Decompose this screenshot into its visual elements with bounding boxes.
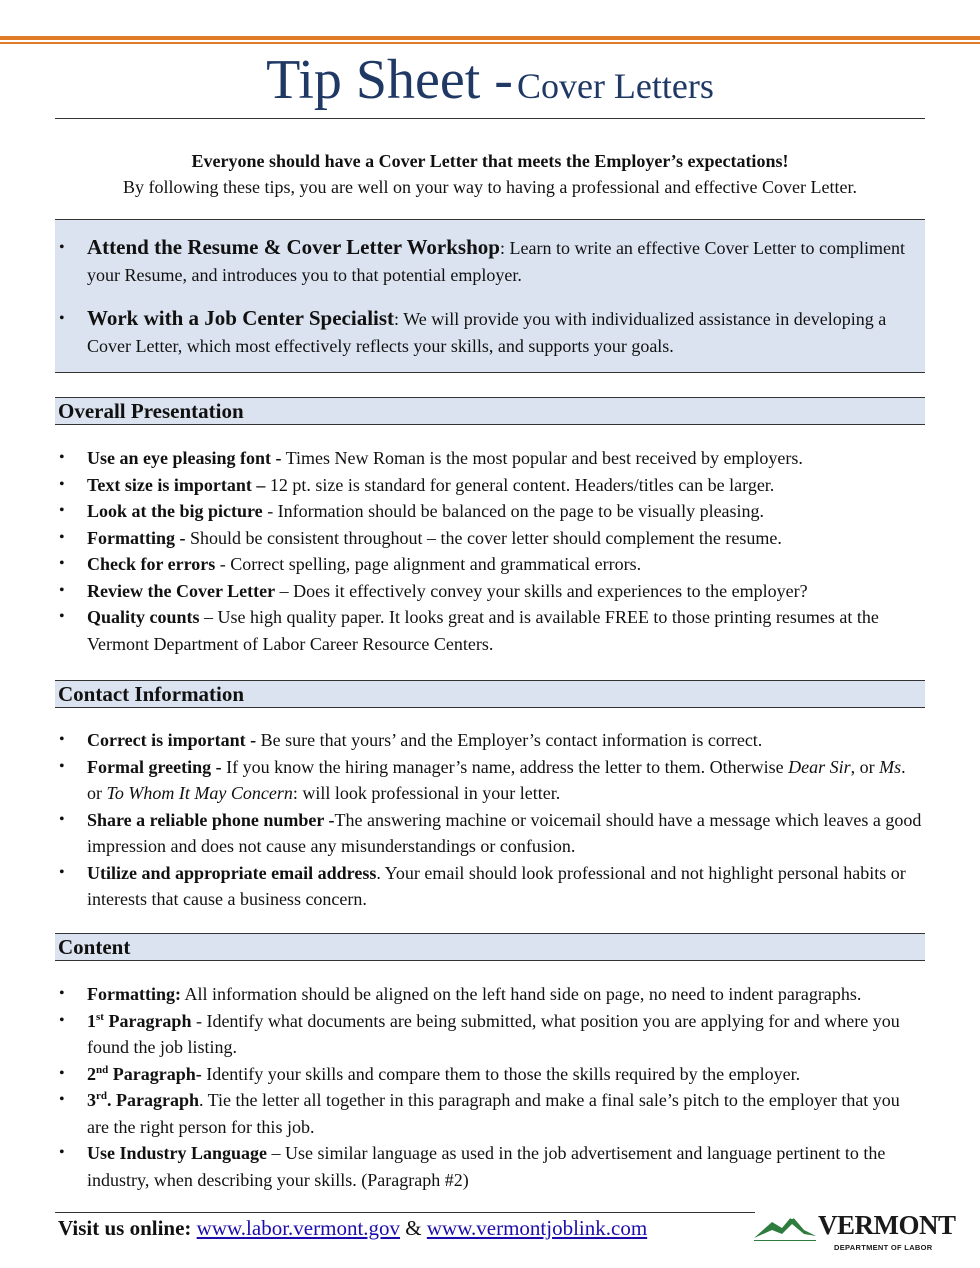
bullet-icon: • — [59, 863, 65, 881]
item-lead: . Paragraph — [107, 1090, 199, 1110]
title-main: Tip Sheet - — [266, 49, 513, 111]
footer-label: Visit us online: — [58, 1216, 192, 1240]
item-text: Be sure that yours’ and the Employer’s contact information is correct. — [256, 730, 763, 750]
callout-item-specialist — [59, 305, 907, 360]
bullet-icon: • — [59, 608, 65, 625]
list-item — [55, 981, 925, 1008]
intro-headline: Everyone should have a Cover Letter that meets the Employer’s expectations! — [191, 151, 789, 171]
item-sup: nd — [96, 1063, 109, 1076]
item-lead: Paragraph — [103, 1010, 192, 1031]
footer-amp: & — [405, 1216, 422, 1240]
logo-base-line — [754, 1240, 816, 1241]
callout-lead: Work with a Job Center Specialist — [87, 306, 395, 330]
bullet-icon: • — [59, 475, 65, 493]
logo-wordmark: VERMONT — [818, 1210, 956, 1240]
callout-text: Learn to write an effective Cover Letter to compliment your Resume, and introduces you to that potential employer. — [87, 238, 905, 285]
bullet-icon: • — [59, 1091, 65, 1108]
item-text: The answering machine or voicemail should have a message which leaves a good impression and does not cause any misunderstandings or confusion. — [87, 809, 922, 856]
bullet-icon: • — [59, 239, 65, 256]
item-lead: Utilize and appropriate email address — [87, 862, 377, 883]
list-item — [55, 604, 925, 657]
item-text: Should be consistent throughout – the cover letter should complement the resume. — [185, 527, 782, 548]
joblink-site-link[interactable]: www.vermontjoblink.com — [426, 1216, 648, 1240]
item-lead: Formal greeting - — [87, 756, 222, 777]
list-item — [55, 754, 925, 807]
callout-lead: Attend the Resume & Cover Letter Workshop — [87, 235, 500, 259]
bullet-icon: • — [59, 1064, 65, 1082]
intro — [0, 148, 980, 200]
item-sup: rd — [96, 1090, 107, 1102]
list-item — [55, 860, 925, 913]
list-item — [55, 472, 925, 499]
callout-text: We will provide you with individualized assistance in developing a Cover Letter, which most effectively reflects your skills, and supports your goals. — [87, 309, 887, 356]
bullet-icon: • — [59, 985, 65, 1002]
content-list — [55, 981, 925, 1193]
item-text: If you know the hiring manager’s name, address the letter to them. Otherwise — [221, 756, 789, 777]
bullet-icon: • — [59, 555, 65, 572]
item-text: Times New Roman is the most popular and best received by employers. — [281, 448, 803, 468]
bullet-icon: • — [59, 1011, 65, 1029]
item-text: Identify your skills and compare them to those the skills required by the employer. — [201, 1063, 801, 1084]
list-item — [55, 1087, 925, 1140]
contact-list — [55, 727, 925, 913]
section-heading-content: Content — [55, 933, 925, 961]
item-text: - Correct spelling, page alignment and grammatical errors. — [215, 554, 642, 574]
item-text: - Identify what documents are being submitted, what position you are applying for and where you found the job listing. — [87, 1010, 900, 1057]
list-item — [55, 1061, 925, 1088]
top-orange-rule-thin — [0, 42, 980, 44]
list-item — [55, 1140, 925, 1193]
item-lead: Look at the big picture — [87, 501, 263, 521]
item-lead: Share a reliable phone number - — [87, 809, 335, 830]
item-num: 1 — [87, 1010, 96, 1031]
bullet-icon: • — [59, 449, 65, 466]
footer — [58, 1214, 647, 1242]
item-lead: Text size is important – — [87, 474, 266, 495]
item-text: 12 pt. size is standard for general content. Headers/titles can be larger. — [265, 474, 775, 495]
item-text: – Does it effectively convey your skills and experiences to the employer? — [275, 580, 808, 601]
item-italic: Ms — [879, 756, 902, 777]
item-lead: Formatting - — [87, 527, 186, 548]
item-num: 2 — [87, 1063, 96, 1084]
logo-peak-dot — [790, 1215, 794, 1219]
page-title — [0, 49, 980, 111]
item-text: - Information should be balanced on the page to be visually pleasing. — [262, 501, 765, 521]
bullet-icon: • — [59, 731, 65, 748]
bullet-icon: • — [59, 757, 65, 775]
bullet-icon: • — [59, 810, 65, 828]
list-item — [55, 551, 925, 578]
item-lead: Check for errors — [87, 554, 216, 574]
item-text: . Tie the letter all together in this paragraph and make a final sale’s pitch to the employer that you are the right person for this job. — [87, 1090, 900, 1137]
list-item — [55, 807, 925, 860]
list-item — [55, 1008, 925, 1061]
item-text: . or — [87, 756, 906, 803]
item-text: – Use similar language as used in the job advertisement and language pertinent to the industry, when describing your skills. (Paragraph #2) — [87, 1143, 886, 1190]
item-sup: st — [96, 1010, 104, 1023]
item-lead: Correct is important - — [87, 730, 257, 750]
bullet-icon: • — [59, 528, 65, 546]
item-lead: Use Industry Language — [87, 1143, 268, 1163]
item-lead: Review the Cover Letter — [87, 580, 276, 601]
section-heading-overall: Overall Presentation — [55, 397, 925, 425]
item-text: All information should be aligned on the left hand side on page, no need to indent paragraphs. — [180, 984, 862, 1004]
item-text: – Use high quality paper. It looks great and is available FREE to those printing resumes at the Vermont Department of Labor Career Resource Centers. — [87, 607, 879, 654]
top-orange-rule — [0, 36, 980, 40]
bullet-icon: • — [59, 581, 65, 599]
workshop-callout — [55, 219, 925, 373]
item-lead: Formatting: — [87, 984, 181, 1004]
labor-site-link[interactable]: www.labor.vermont.gov — [196, 1216, 401, 1240]
item-italic: Dear Sir — [788, 756, 851, 777]
list-item — [55, 578, 925, 605]
bullet-icon: • — [59, 1144, 65, 1161]
bullet-icon: • — [59, 310, 65, 327]
footer-divider — [55, 1212, 755, 1213]
title-divider — [55, 118, 925, 119]
section-heading-contact: Contact Information — [55, 680, 925, 708]
title-sub: Cover Letters — [516, 66, 714, 106]
list-item — [55, 498, 925, 525]
item-text: : will look professional in your letter. — [292, 783, 561, 803]
intro-subline: By following these tips, you are well on your way to having a professional and effective Cover Letter. — [123, 177, 857, 197]
bullet-icon: • — [59, 502, 65, 519]
item-italic: To Whom It May Concern — [106, 783, 293, 803]
item-text: , or — [850, 756, 880, 777]
callout-sep: : — [394, 309, 400, 329]
overall-list — [55, 445, 925, 657]
mountain-icon — [754, 1216, 816, 1238]
list-item — [55, 727, 925, 754]
callout-item-workshop — [59, 234, 907, 289]
callout-sep: : — [499, 238, 505, 258]
list-item — [55, 525, 925, 552]
list-item — [55, 445, 925, 472]
logo-subtitle: DEPARTMENT OF LABOR — [834, 1243, 933, 1252]
item-text: . Your email should look professional and not highlight personal habits or interests that cause a business concern. — [87, 862, 906, 909]
item-num: 3 — [87, 1090, 96, 1110]
item-lead: Paragraph- — [108, 1063, 202, 1084]
item-lead: Quality counts — [87, 607, 200, 627]
item-lead: Use an eye pleasing font - — [87, 448, 282, 468]
